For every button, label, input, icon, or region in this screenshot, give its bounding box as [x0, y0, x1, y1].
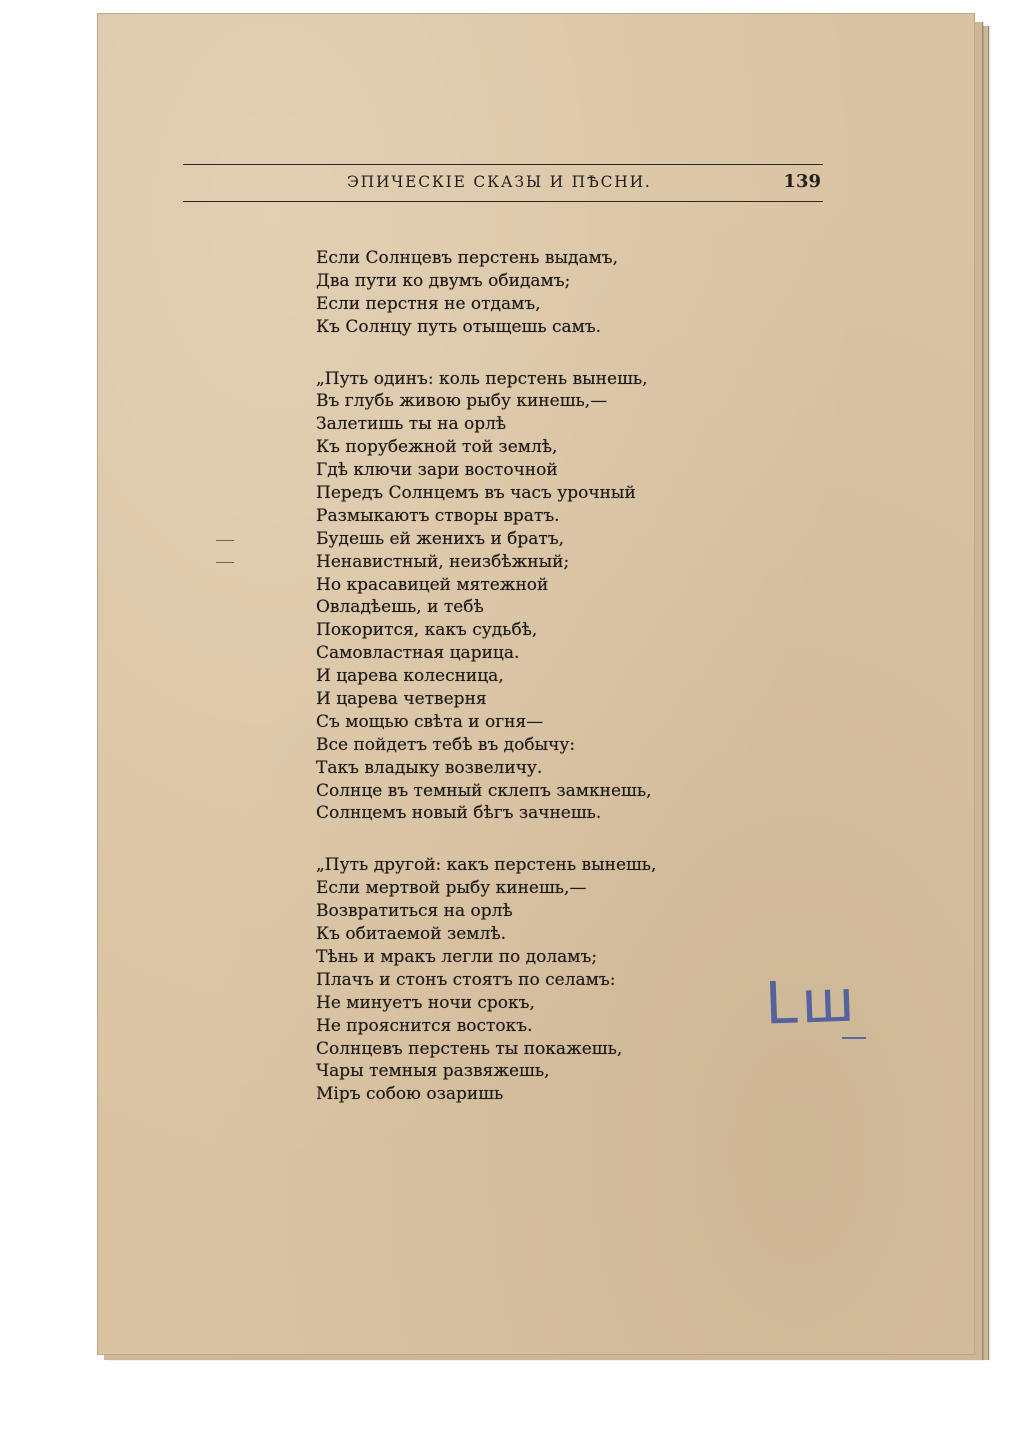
- poem-line: Съ мощью свѣта и огня—: [316, 711, 544, 732]
- poem-line: Овладѣешь, и тебѣ: [316, 597, 484, 618]
- poem-line: „Путь одинъ: коль перстень вынешь,: [316, 368, 648, 389]
- stanza-gap: [316, 825, 716, 854]
- poem-line: Если перстня не отдамъ,: [316, 293, 541, 314]
- poem-text: [316, 247, 716, 1106]
- margin-tick-mark: [216, 540, 234, 541]
- poem-line: Два пути ко двумъ обидамъ;: [316, 270, 571, 291]
- poem-line: Размыкаютъ створы вратъ.: [316, 505, 560, 526]
- poem-line: Передъ Солнцемъ въ часъ урочный: [316, 483, 636, 504]
- poem-line: Если мертвой рыбу кинешь,—: [316, 878, 587, 899]
- margin-tick-mark: [216, 562, 234, 563]
- page-header: [183, 164, 823, 202]
- poem-line: Чары темныя развяжешь,: [316, 1061, 550, 1082]
- poem-line: Гдѣ ключи зари восточной: [316, 460, 558, 481]
- poem-line: Въ глубь живою рыбу кинешь,—: [316, 391, 608, 412]
- poem-line: „Путь другой: какъ перстень вынешь,: [316, 855, 657, 876]
- poem-line: Къ Солнцу путь отыщешь самъ.: [316, 316, 602, 337]
- poem-line: Если Солнцевъ перстень выдамъ,: [316, 248, 619, 268]
- stanza-gap: [316, 339, 716, 368]
- poem-line: И царева четверня: [316, 689, 487, 710]
- poem-line: Не минуетъ ночи срокъ,: [316, 992, 535, 1013]
- poem-line: Къ порубежной той землѣ,: [316, 437, 558, 458]
- poem-line: Солнцемъ новый бѣгъ зачнешь.: [316, 803, 602, 824]
- poem-line: Міръ собою озаришь: [316, 1084, 504, 1105]
- poem-line: Солнце въ темный склепъ замкнешь,: [316, 780, 652, 801]
- poem-line: И царева колесница,: [316, 666, 504, 687]
- poem-line: Къ обитаемой землѣ.: [316, 924, 506, 945]
- pencil-underline: [842, 1037, 866, 1039]
- page-number: 139: [783, 171, 821, 192]
- poem-line: Самовластная царица.: [316, 643, 520, 664]
- poem-line: Возвратиться на орлѣ: [316, 901, 513, 922]
- poem-line: Не прояснится востокъ.: [316, 1015, 533, 1036]
- running-title: ЭПИЧЕСКІЕ СКАЗЫ И ПѢСНИ.: [347, 173, 652, 191]
- poem-line: Будешь ей женихъ и братъ,: [316, 528, 565, 549]
- poem-line: Тѣнь и мракъ легли по доламъ;: [316, 946, 598, 967]
- poem-line: Такъ владыку возвеличу.: [316, 757, 543, 778]
- stanza-2: [316, 368, 716, 826]
- poem-line: Покорится, какъ судьбѣ,: [316, 620, 538, 641]
- poem-line: Плачъ и стонъ стоятъ по селамъ:: [316, 969, 616, 990]
- poem-line: Но красавицей мятежной: [316, 574, 549, 595]
- pencil-annotation: Lш: [763, 966, 860, 1038]
- header-rule-top: [183, 164, 823, 165]
- header-rule-bottom: [183, 201, 823, 202]
- poem-line: Ненавистный, неизбѣжный;: [316, 551, 570, 572]
- stanza-3: [316, 854, 716, 1106]
- stanza-1: [316, 247, 716, 339]
- poem-line: Солнцевъ перстень ты покажешь,: [316, 1038, 623, 1059]
- poem-line: Залетишь ты на орлѣ: [316, 414, 507, 435]
- poem-line: Все пойдетъ тебѣ въ добычу:: [316, 734, 576, 755]
